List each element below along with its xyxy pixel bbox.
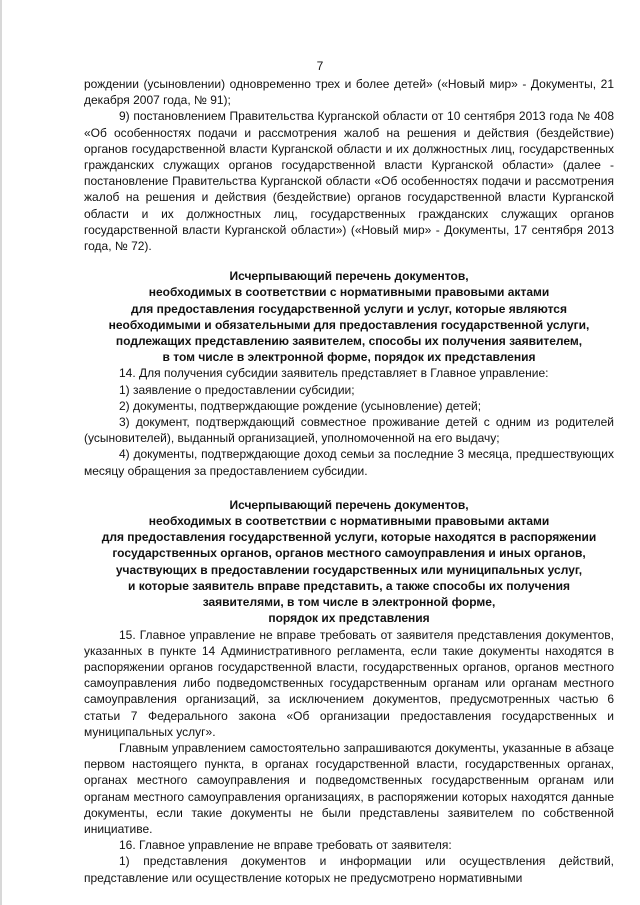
paragraph-14-item-2: 2) документы, подтверждающие рождение (усыновление) детей;: [119, 398, 482, 413]
heading-line: необходимых в соответствии с нормативными правовыми актами: [148, 285, 550, 300]
section-heading-documents-in-possession: [84, 497, 614, 627]
paragraph-16-item-1: 1) представления документов и информации или осуществления действий, представление или осуществление которых не предусмотрено нормативными: [84, 854, 614, 885]
heading-line: и которые заявитель вправе представить, а также способы их получения: [128, 578, 570, 593]
paragraph-14-item-3: 3) документ, подтверждающий совместное проживание детей с одним из родителей (усыновителей), выданный организацией, уполномоченной на его выдачу;: [84, 415, 614, 446]
heading-line: Исчерпывающий перечень документов,: [229, 269, 469, 284]
page-number: 7: [316, 59, 324, 73]
heading-line: необходимыми и обязательными для предоставления государственной услуги,: [108, 317, 590, 332]
paragraph-item-9: 9) постановлением Правительства Курганской области от 10 сентября 2013 года № 408 «Об особенностях подачи и рассмотрения жалоб на решения и действия (бездействие) органов государственной власти Курганской области и их должностных лиц, государственных гражданских служащих органов государственной власти Курганской области» (далее - постановление Правительства Курганской области «Об особенностях подачи и рассмотрения жалоб на решения и действия (бездействие) органов государственной власти Курганской области и их должностных лиц, государственных гражданских служащих органов государственной власти Курганской области») («Новый мир» - Документы, 17 сентября 2013 года, № 72).: [84, 109, 614, 254]
heading-line: Исчерпывающий перечень документов,: [229, 497, 469, 512]
paragraph-14: 14. Для получения субсидии заявитель представляет в Главное управление:: [119, 366, 549, 381]
heading-line: в том числе в электронной форме, порядок их представления: [162, 350, 536, 365]
heading-line: порядок их представления: [268, 611, 430, 626]
section-heading-documents-required: [84, 268, 614, 365]
heading-line: для предоставления государственной услуги, которые находятся в распоряжении: [101, 530, 597, 545]
paragraph-14-item-1: 1) заявление о предоставлении субсидии;: [119, 382, 355, 397]
paragraph-continuation: рождении (усыновлении) одновременно трех и более детей» («Новый мир» - Документы, 21 декабря 2007 года, № 91);: [84, 77, 614, 108]
heading-line: заявителями, в том числе в электронной форме,: [202, 595, 496, 610]
document-body: [84, 76, 614, 886]
heading-line: подлежащих представлению заявителем, способы их получения заявителем,: [115, 334, 583, 349]
heading-line: для предоставления государственной услуги и услуг, которые являются: [131, 301, 567, 316]
paragraph-16: 16. Главное управление не вправе требовать от заявителя:: [119, 838, 452, 853]
heading-line: участвующих в предоставлении государственных или муниципальных услуг,: [115, 562, 583, 577]
paragraph-15: 15. Главное управление не вправе требовать от заявителя представления документов, указанных в пункте 14 Административного регламента, если такие документы находятся в распоряжении органов государственной власти, государственных органов, органов местного самоуправления либо подведомственных государственным органам или органам местного самоуправления организаций, за исключением документов, предусмотренных частью 6 статьи 7 Федерального закона «Об организации предоставления государственных и муниципальных услуг».: [84, 627, 614, 739]
heading-line: необходимых в соответствии с нормативными правовыми актами: [148, 514, 550, 529]
scan-edge: [0, 0, 2, 905]
heading-line: государственных органов, органов местного самоуправления и иных органов,: [112, 546, 586, 561]
paragraph-15-second: Главным управлением самостоятельно запрашиваются документы, указанные в абзаце первом настоящего пункта, в органах государственной власти, государственных органах, органах местного самоуправления и подведомственных государственным органам или органам местного самоуправления организациях, в распоряжении которых находятся данные документы, если такие документы не были представлены заявителем по собственной инициативе.: [84, 740, 614, 836]
paragraph-14-item-4: 4) документы, подтверждающие доход семьи за последние 3 месяца, предшествующих месяцу обращения за предоставлением субсидии.: [84, 447, 614, 478]
